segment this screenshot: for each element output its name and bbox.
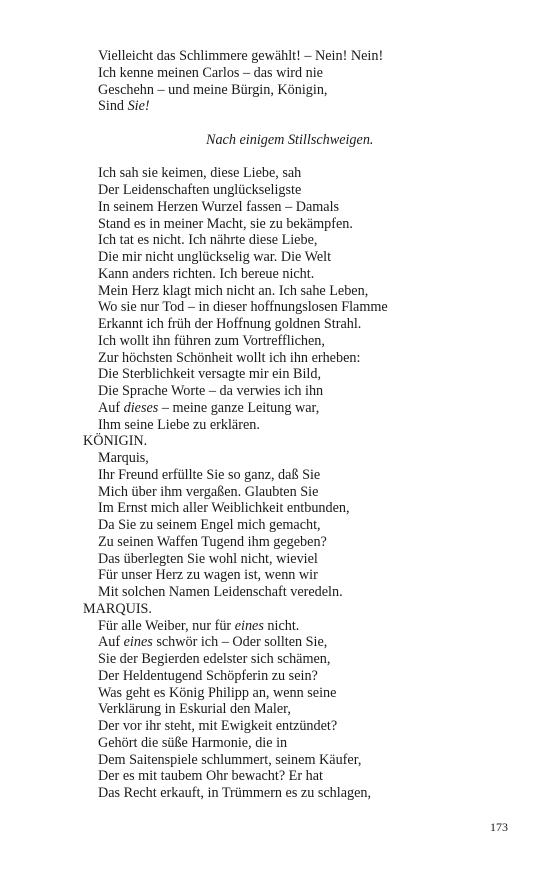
text-segment: Kann anders richten. Ich bereue nicht. [98, 265, 315, 282]
text-segment: Mich über ihm vergaßen. Glaubten Sie [98, 483, 319, 500]
verse-line [83, 366, 523, 383]
text-segment: Dem Saitenspiele schlummert, seinem Käufer, [98, 751, 362, 768]
text-segment: MARQUIS. [83, 600, 152, 617]
text-segment: Gehört die süße Harmonie, die in [98, 734, 288, 751]
verse-line [83, 48, 523, 65]
verse-line [83, 668, 523, 685]
text-segment: Ich sah sie keimen, diese Liebe, sah [98, 165, 302, 182]
emphasized-text: Sie! [127, 98, 150, 115]
verse-line [83, 249, 523, 266]
verse-line [83, 266, 523, 283]
text-segment: Ich kenne meinen Carlos – das wird nie [98, 64, 323, 81]
verse-line [83, 199, 523, 216]
emphasized-text: eines [234, 617, 264, 634]
verse-line [83, 98, 523, 115]
text-segment: Mit solchen Namen Leidenschaft veredeln. [98, 584, 343, 600]
drama-text [83, 48, 523, 802]
verse-line [83, 718, 523, 735]
text-segment: Wo sie nur Tod – in dieser hoffnungslosen Flamme [98, 299, 388, 316]
speaker-name [83, 601, 523, 618]
verse-line [83, 752, 523, 769]
text-segment: – meine ganze Leitung war, [158, 399, 320, 416]
text-segment: Auf [98, 399, 124, 416]
verse-line [83, 316, 523, 333]
blank-line [83, 115, 523, 132]
verse-line [83, 400, 523, 417]
text-segment: In seinem Herzen Wurzel fassen – Damals [98, 198, 340, 215]
text-segment: Ich wollt ihn führen zum Vortrefflichen, [98, 332, 325, 349]
text-segment: Im Ernst mich aller Weiblichkeit entbunden, [98, 500, 350, 517]
verse-line [83, 467, 523, 484]
text-segment: Die Sprache Worte – da verwies ich ihn [98, 383, 324, 399]
verse-line [83, 500, 523, 517]
text-segment: Sie der Begierden edelster sich schämen, [98, 651, 331, 667]
verse-line [83, 216, 523, 233]
verse-line [83, 567, 523, 584]
text-segment: KÖNIGIN. [83, 433, 148, 450]
verse-line [83, 651, 523, 668]
text-segment: Zur höchsten Schönheit wollt ich ihn erheben: [98, 349, 361, 366]
text-segment: Die Sterblichkeit versagte mir ein Bild, [98, 366, 322, 383]
text-segment: Stand es in meiner Macht, sie zu bekämpfen. [98, 215, 353, 232]
verse-line [83, 634, 523, 651]
verse-line [83, 82, 523, 99]
text-segment: Das überlegten Sie wohl nicht, wieviel [98, 550, 318, 567]
text-segment: Die mir nicht unglückselig war. Die Welt [98, 249, 332, 265]
emphasized-text: eines [123, 634, 153, 651]
verse-line [83, 551, 523, 568]
verse-line [83, 785, 523, 802]
text-segment: Ich tat es nicht. Ich nährte diese Liebe, [98, 232, 318, 249]
verse-line [83, 685, 523, 702]
text-segment: Ihr Freund erfüllte Sie so ganz, daß Sie [98, 466, 321, 483]
text-segment: Der es mit taubem Ohr bewacht? Er hat [98, 768, 323, 785]
text-segment: Für unser Herz zu wagen ist, wenn wir [98, 567, 318, 584]
verse-line [83, 65, 523, 82]
blank-line [83, 149, 523, 166]
text-segment: Der Heldentugend Schöpferin zu sein? [98, 667, 318, 684]
verse-line [83, 350, 523, 367]
text-segment: Was geht es König Philipp an, wenn seine [98, 684, 337, 701]
text-segment: Marquis, [98, 450, 149, 466]
text-segment: Vielleicht das Schlimmere gewählt! – Nein! Nein! [98, 48, 384, 64]
text-segment: Erkannt ich früh der Hoffnung goldnen Strahl. [98, 316, 362, 332]
text-segment: Zu seinen Waffen Tugend ihm gegeben? [98, 533, 327, 550]
verse-line [83, 517, 523, 534]
text-segment: Für alle Weiber, nur für [98, 617, 235, 634]
verse-line [83, 701, 523, 718]
verse-line [83, 768, 523, 785]
text-segment: Auf [98, 634, 124, 651]
verse-line [83, 534, 523, 551]
text-segment: Geschehn – und meine Bürgin, Königin, [98, 81, 328, 98]
stage-direction [83, 132, 523, 149]
verse-line [83, 283, 523, 300]
speaker-name [83, 433, 523, 450]
verse-line [83, 735, 523, 752]
text-segment: schwör ich – Oder sollten Sie, [152, 634, 328, 651]
emphasized-text: Nach einigem Stillschweigen. [206, 131, 374, 148]
emphasized-text: dieses [123, 399, 159, 416]
text-segment: Verklärung in Eskurial den Maler, [98, 701, 291, 718]
verse-line [83, 299, 523, 316]
verse-line [83, 417, 523, 434]
verse-line [83, 450, 523, 467]
text-segment: Der vor ihr steht, mit Ewigkeit entzündet? [98, 718, 338, 734]
verse-line [83, 618, 523, 635]
page-number: 173 [490, 820, 508, 834]
verse-line [83, 182, 523, 199]
verse-line [83, 232, 523, 249]
verse-line [83, 383, 523, 400]
verse-line [83, 165, 523, 182]
verse-line [83, 333, 523, 350]
text-segment: Sind [98, 98, 128, 115]
text-segment: Ihm seine Liebe zu erklären. [98, 416, 260, 433]
verse-line [83, 584, 523, 601]
text-segment: nicht. [263, 617, 300, 634]
text-segment: Mein Herz klagt mich nicht an. Ich sahe Leben, [98, 282, 369, 299]
verse-line [83, 484, 523, 501]
text-segment: Das Recht erkauft, in Trümmern es zu schlagen, [98, 785, 372, 801]
text-segment: Da Sie zu seinem Engel mich gemacht, [98, 517, 321, 533]
text-segment: Der Leidenschaften unglückseligste [98, 182, 302, 198]
